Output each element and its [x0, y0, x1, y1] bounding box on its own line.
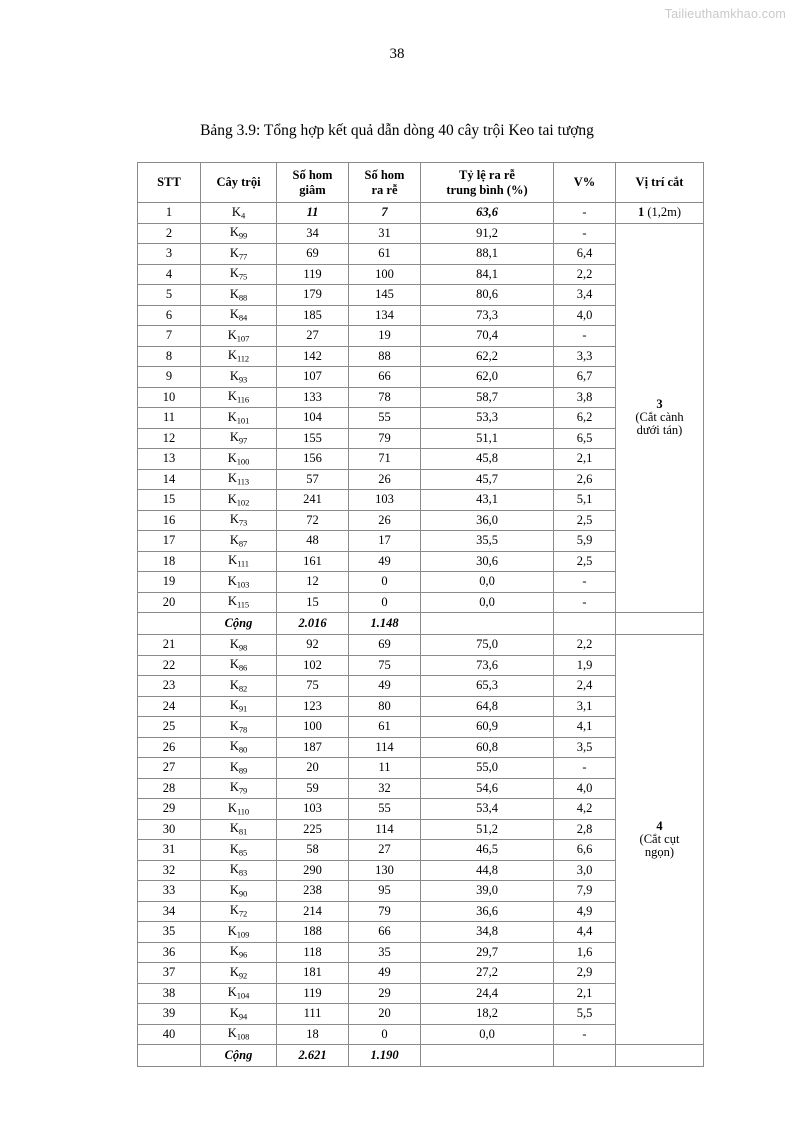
cell-so-hom-giam: 119: [277, 264, 349, 285]
cell-so-hom-giam: 181: [277, 963, 349, 984]
cell-so-hom-ra-re: 114: [349, 737, 421, 758]
vi-tri-note-line1: (Cắt cành: [635, 410, 684, 425]
cell-so-hom-giam: 214: [277, 901, 349, 922]
results-table: [137, 162, 704, 1067]
cell-so-hom-ra-re: 79: [349, 901, 421, 922]
col-header-so-hom-giam-line1: Số hom: [292, 167, 333, 182]
cell-so-hom-giam: 75: [277, 676, 349, 697]
cell-so-hom-giam: 27: [277, 326, 349, 347]
cell-cay-troi: $K_{90}$: [201, 881, 277, 902]
cell-cay-troi: $K_{73}$: [201, 510, 277, 531]
cell-so-hom-giam: 123: [277, 696, 349, 717]
cell-cay-troi: $K_{113}$: [201, 469, 277, 490]
cell-stt: 31: [138, 840, 201, 861]
vi-tri-number: 1: [637, 205, 645, 220]
cell-stt: 8: [138, 346, 201, 367]
cell-so-hom-ra-re: 100: [349, 264, 421, 285]
cell-v-percent: 3,4: [554, 285, 616, 306]
cell-so-hom-giam: 92: [277, 635, 349, 656]
cell-ty-le: 63,6: [421, 203, 554, 224]
cell-ty-le: 39,0: [421, 881, 554, 902]
cell-stt: 10: [138, 387, 201, 408]
cell-stt: 29: [138, 799, 201, 820]
cell-so-hom-giam: 11: [277, 203, 349, 224]
cell-v-percent: 5,5: [554, 1004, 616, 1025]
cell-ty-le: 70,4: [421, 326, 554, 347]
table-row: [138, 223, 704, 244]
table-container: [137, 162, 703, 1067]
cell-so-hom-giam: 119: [277, 983, 349, 1004]
cell-cay-troi: $K_{97}$: [201, 428, 277, 449]
cell-cay-troi: $K_{77}$: [201, 244, 277, 265]
cell-cay-troi: $K_{79}$: [201, 778, 277, 799]
cell-stt: 32: [138, 860, 201, 881]
cell-so-hom-ra-re: 130: [349, 860, 421, 881]
cell-v-percent: 6,5: [554, 428, 616, 449]
cell-so-hom-giam: 238: [277, 881, 349, 902]
col-header-so-hom-ra-re-line2: ra rễ: [371, 182, 398, 197]
cell-so-hom-ra-re: 66: [349, 922, 421, 943]
cell-so-hom-ra-re: 78: [349, 387, 421, 408]
cell-ty-le: 58,7: [421, 387, 554, 408]
cell-ty-le: 18,2: [421, 1004, 554, 1025]
cell-total-label: Cộng: [201, 1045, 277, 1067]
cell-ty-le: 60,8: [421, 737, 554, 758]
col-header-ty-le-line1: Tỷ lệ ra rễ: [459, 167, 515, 182]
cell-so-hom-ra-re: 11: [349, 758, 421, 779]
cell-so-hom-giam: 72: [277, 510, 349, 531]
table-body: [138, 203, 704, 1067]
cell-v-percent: 2,5: [554, 510, 616, 531]
cell-ty-le: 65,3: [421, 676, 554, 697]
cell-so-hom-ra-re: 80: [349, 696, 421, 717]
cell-so-hom-ra-re: 49: [349, 551, 421, 572]
cell-cay-troi: $K_{96}$: [201, 942, 277, 963]
cell-stt: 24: [138, 696, 201, 717]
cell-so-hom-giam: 185: [277, 305, 349, 326]
cell-total-so-hom-ra-re: 1.148: [349, 613, 421, 635]
cell-cay-troi: $K_{110}$: [201, 799, 277, 820]
cell-ty-le: 88,1: [421, 244, 554, 265]
cell-vi-tri-cat: [616, 223, 704, 613]
cell-so-hom-giam: 15: [277, 592, 349, 613]
cell-stt: [138, 613, 201, 635]
cell-cay-troi: $K_{103}$: [201, 572, 277, 593]
cell-v-percent: 4,2: [554, 799, 616, 820]
cell-cay-troi: $K_{111}$: [201, 551, 277, 572]
cell-ty-le: 0,0: [421, 572, 554, 593]
cell-stt: 40: [138, 1024, 201, 1045]
cell-ty-le: 91,2: [421, 223, 554, 244]
cell-v-percent: 1,9: [554, 655, 616, 676]
cell-cay-troi: $K_{104}$: [201, 983, 277, 1004]
cell-v-percent: [554, 1045, 616, 1067]
col-header-so-hom-ra-re: [349, 163, 421, 203]
cell-stt: 11: [138, 408, 201, 429]
cell-v-percent: 4,9: [554, 901, 616, 922]
cell-stt: 25: [138, 717, 201, 738]
cell-vi-tri-cat: [616, 613, 704, 635]
cell-cay-troi: $K_{93}$: [201, 367, 277, 388]
cell-v-percent: 7,9: [554, 881, 616, 902]
vi-tri-note: (1,2m): [644, 205, 682, 220]
cell-so-hom-ra-re: 103: [349, 490, 421, 511]
cell-cay-troi: $K_{116}$: [201, 387, 277, 408]
cell-ty-le: 30,6: [421, 551, 554, 572]
header-row: [138, 163, 704, 203]
cell-stt: 14: [138, 469, 201, 490]
cell-stt: 13: [138, 449, 201, 470]
cell-cay-troi: $K_{84}$: [201, 305, 277, 326]
cell-v-percent: 6,4: [554, 244, 616, 265]
cell-cay-troi: $K_{101}$: [201, 408, 277, 429]
cell-so-hom-ra-re: 35: [349, 942, 421, 963]
cell-v-percent: -: [554, 203, 616, 224]
cell-so-hom-ra-re: 66: [349, 367, 421, 388]
cell-total-so-hom-giam: 2.016: [277, 613, 349, 635]
cell-v-percent: 2,9: [554, 963, 616, 984]
vi-tri-note-line1: (Cắt cụt: [639, 831, 680, 846]
col-header-so-hom-ra-re-line1: Số hom: [364, 167, 405, 182]
cell-ty-le: 62,0: [421, 367, 554, 388]
cell-ty-le: 35,5: [421, 531, 554, 552]
cell-ty-le: 46,5: [421, 840, 554, 861]
cell-total-so-hom-ra-re: 1.190: [349, 1045, 421, 1067]
cell-stt: 30: [138, 819, 201, 840]
cell-stt: 19: [138, 572, 201, 593]
cell-so-hom-ra-re: 61: [349, 717, 421, 738]
cell-so-hom-giam: 104: [277, 408, 349, 429]
cell-so-hom-giam: 133: [277, 387, 349, 408]
cell-v-percent: 1,6: [554, 942, 616, 963]
cell-ty-le: 36,0: [421, 510, 554, 531]
cell-stt: 12: [138, 428, 201, 449]
cell-ty-le: 51,1: [421, 428, 554, 449]
cell-v-percent: 2,8: [554, 819, 616, 840]
cell-ty-le: 54,6: [421, 778, 554, 799]
cell-so-hom-ra-re: 32: [349, 778, 421, 799]
cell-so-hom-ra-re: 134: [349, 305, 421, 326]
cell-stt: 21: [138, 635, 201, 656]
cell-so-hom-ra-re: 0: [349, 572, 421, 593]
cell-ty-le: 0,0: [421, 592, 554, 613]
page-number: 38: [389, 46, 405, 62]
cell-ty-le: 36,6: [421, 901, 554, 922]
cell-v-percent: 3,1: [554, 696, 616, 717]
cell-so-hom-giam: 59: [277, 778, 349, 799]
cell-v-percent: [554, 613, 616, 635]
cell-stt: 16: [138, 510, 201, 531]
cell-v-percent: -: [554, 758, 616, 779]
cell-stt: 3: [138, 244, 201, 265]
cell-total-label: Cộng: [201, 613, 277, 635]
cell-so-hom-ra-re: 0: [349, 592, 421, 613]
cell-stt: 7: [138, 326, 201, 347]
cell-so-hom-ra-re: 7: [349, 203, 421, 224]
cell-stt: 35: [138, 922, 201, 943]
cell-cay-troi: $K_{94}$: [201, 1004, 277, 1025]
cell-cay-troi: $K_{102}$: [201, 490, 277, 511]
cell-so-hom-giam: 290: [277, 860, 349, 881]
cell-v-percent: 5,9: [554, 531, 616, 552]
cell-ty-le: 27,2: [421, 963, 554, 984]
cell-cay-troi: $K_{89}$: [201, 758, 277, 779]
cell-cay-troi: $K_{107}$: [201, 326, 277, 347]
cell-ty-le: [421, 613, 554, 635]
cell-vi-tri-cat: [616, 1045, 704, 1067]
cell-cay-troi: $K_{78}$: [201, 717, 277, 738]
cell-ty-le: 45,8: [421, 449, 554, 470]
cell-v-percent: 3,3: [554, 346, 616, 367]
cell-stt: 39: [138, 1004, 201, 1025]
cell-ty-le: 0,0: [421, 1024, 554, 1045]
cell-stt: 22: [138, 655, 201, 676]
cell-so-hom-giam: 102: [277, 655, 349, 676]
col-header-stt: STT: [138, 163, 201, 203]
cell-so-hom-giam: 179: [277, 285, 349, 306]
cell-ty-le: 44,8: [421, 860, 554, 881]
cell-cay-troi: $K_{83}$: [201, 860, 277, 881]
cell-so-hom-ra-re: 19: [349, 326, 421, 347]
cell-so-hom-ra-re: 17: [349, 531, 421, 552]
cell-cay-troi: $K_{109}$: [201, 922, 277, 943]
table-row: [138, 635, 704, 656]
cell-ty-le: 24,4: [421, 983, 554, 1004]
cell-stt: 18: [138, 551, 201, 572]
col-header-vi-tri-cat: Vị trí cắt: [616, 163, 704, 203]
cell-so-hom-ra-re: 26: [349, 510, 421, 531]
cell-so-hom-giam: 100: [277, 717, 349, 738]
cell-cay-troi: $K_{88}$: [201, 285, 277, 306]
cell-v-percent: 5,1: [554, 490, 616, 511]
cell-so-hom-giam: 241: [277, 490, 349, 511]
cell-so-hom-ra-re: 114: [349, 819, 421, 840]
cell-cay-troi: $K_{81}$: [201, 819, 277, 840]
cell-v-percent: 2,6: [554, 469, 616, 490]
cell-v-percent: 4,4: [554, 922, 616, 943]
cell-cay-troi: $K_{100}$: [201, 449, 277, 470]
cell-v-percent: -: [554, 572, 616, 593]
table-row: [138, 203, 704, 224]
cell-v-percent: -: [554, 592, 616, 613]
cell-so-hom-ra-re: 26: [349, 469, 421, 490]
cell-stt: 33: [138, 881, 201, 902]
cell-stt: 37: [138, 963, 201, 984]
cell-cay-troi: $K_{92}$: [201, 963, 277, 984]
cell-ty-le: 62,2: [421, 346, 554, 367]
vi-tri-number: 4: [656, 818, 663, 833]
cell-stt: 6: [138, 305, 201, 326]
cell-stt: 34: [138, 901, 201, 922]
cell-so-hom-ra-re: 0: [349, 1024, 421, 1045]
table-header: [138, 163, 704, 203]
cell-ty-le: 29,7: [421, 942, 554, 963]
cell-stt: 5: [138, 285, 201, 306]
cell-v-percent: 2,1: [554, 449, 616, 470]
cell-v-percent: 2,4: [554, 676, 616, 697]
vi-tri-number: 3: [656, 397, 663, 412]
cell-so-hom-giam: 225: [277, 819, 349, 840]
cell-v-percent: 6,7: [554, 367, 616, 388]
cell-so-hom-giam: 161: [277, 551, 349, 572]
cell-stt: 20: [138, 592, 201, 613]
cell-cay-troi: $K_{112}$: [201, 346, 277, 367]
cell-cay-troi: $K_{115}$: [201, 592, 277, 613]
cell-so-hom-ra-re: 71: [349, 449, 421, 470]
cell-total-so-hom-giam: 2.621: [277, 1045, 349, 1067]
cell-v-percent: 6,2: [554, 408, 616, 429]
cell-cay-troi: $K_{99}$: [201, 223, 277, 244]
cell-so-hom-ra-re: 20: [349, 1004, 421, 1025]
cell-v-percent: -: [554, 223, 616, 244]
cell-so-hom-giam: 142: [277, 346, 349, 367]
cell-stt: 23: [138, 676, 201, 697]
cell-v-percent: -: [554, 326, 616, 347]
cell-cay-troi: $K_{85}$: [201, 840, 277, 861]
cell-v-percent: 2,2: [554, 264, 616, 285]
cell-vi-tri-cat: [616, 635, 704, 1045]
cell-so-hom-giam: 187: [277, 737, 349, 758]
cell-cay-troi: $K_{75}$: [201, 264, 277, 285]
cell-v-percent: 4,0: [554, 778, 616, 799]
cell-cay-troi: $K_{80}$: [201, 737, 277, 758]
cell-ty-le: [421, 1045, 554, 1067]
cell-cay-troi: $K_{98}$: [201, 635, 277, 656]
cell-ty-le: 53,3: [421, 408, 554, 429]
cell-v-percent: 3,0: [554, 860, 616, 881]
cell-so-hom-giam: 111: [277, 1004, 349, 1025]
cell-so-hom-ra-re: 49: [349, 676, 421, 697]
cell-so-hom-ra-re: 69: [349, 635, 421, 656]
cell-ty-le: 43,1: [421, 490, 554, 511]
cell-v-percent: 4,0: [554, 305, 616, 326]
cell-ty-le: 64,8: [421, 696, 554, 717]
cell-so-hom-ra-re: 27: [349, 840, 421, 861]
cell-so-hom-ra-re: 31: [349, 223, 421, 244]
cell-stt: 26: [138, 737, 201, 758]
cell-stt: 9: [138, 367, 201, 388]
cell-so-hom-giam: 155: [277, 428, 349, 449]
col-header-so-hom-giam: [277, 163, 349, 203]
cell-cay-troi: $K_4$: [201, 203, 277, 224]
cell-so-hom-giam: 58: [277, 840, 349, 861]
cell-ty-le: 55,0: [421, 758, 554, 779]
cell-v-percent: 3,8: [554, 387, 616, 408]
cell-so-hom-ra-re: 88: [349, 346, 421, 367]
table-title: Bảng 3.9: Tổng hợp kết quả dẫn dòng 40 cây trội Keo tai tượng: [200, 122, 594, 139]
cell-stt: 28: [138, 778, 201, 799]
cell-so-hom-ra-re: 145: [349, 285, 421, 306]
col-header-ty-le-line2: trung bình (%): [446, 182, 528, 197]
cell-cay-troi: $K_{82}$: [201, 676, 277, 697]
cell-so-hom-ra-re: 55: [349, 799, 421, 820]
cell-ty-le: 75,0: [421, 635, 554, 656]
cell-ty-le: 53,4: [421, 799, 554, 820]
cell-so-hom-giam: 57: [277, 469, 349, 490]
cell-ty-le: 73,3: [421, 305, 554, 326]
cell-v-percent: 3,5: [554, 737, 616, 758]
cell-ty-le: 84,1: [421, 264, 554, 285]
cell-cay-troi: $K_{91}$: [201, 696, 277, 717]
cell-ty-le: 51,2: [421, 819, 554, 840]
cell-so-hom-giam: 188: [277, 922, 349, 943]
cell-so-hom-giam: 48: [277, 531, 349, 552]
cell-so-hom-ra-re: 75: [349, 655, 421, 676]
cell-stt: 17: [138, 531, 201, 552]
cell-v-percent: -: [554, 1024, 616, 1045]
cell-so-hom-giam: 103: [277, 799, 349, 820]
cell-ty-le: 45,7: [421, 469, 554, 490]
cell-cay-troi: $K_{108}$: [201, 1024, 277, 1045]
cell-stt: 38: [138, 983, 201, 1004]
cell-cay-troi: $K_{87}$: [201, 531, 277, 552]
cell-so-hom-giam: 18: [277, 1024, 349, 1045]
site-watermark: Tailieuthamkhao.com: [664, 7, 786, 21]
cell-stt: 2: [138, 223, 201, 244]
cell-stt: 1: [138, 203, 201, 224]
cell-so-hom-giam: 156: [277, 449, 349, 470]
vi-tri-note-line2: ngọn): [644, 845, 675, 860]
cell-stt: 4: [138, 264, 201, 285]
cell-v-percent: 4,1: [554, 717, 616, 738]
cell-so-hom-ra-re: 79: [349, 428, 421, 449]
cell-so-hom-ra-re: 49: [349, 963, 421, 984]
cell-stt: 36: [138, 942, 201, 963]
cell-vi-tri-cat: [616, 203, 704, 224]
cell-so-hom-ra-re: 61: [349, 244, 421, 265]
cell-cay-troi: $K_{72}$: [201, 901, 277, 922]
cell-ty-le: 80,6: [421, 285, 554, 306]
cell-so-hom-giam: 107: [277, 367, 349, 388]
cell-ty-le: 73,6: [421, 655, 554, 676]
cell-so-hom-giam: 20: [277, 758, 349, 779]
cell-so-hom-giam: 12: [277, 572, 349, 593]
cell-v-percent: 2,5: [554, 551, 616, 572]
cell-so-hom-ra-re: 55: [349, 408, 421, 429]
cell-v-percent: 2,2: [554, 635, 616, 656]
col-header-cay-troi: Cây trội: [201, 163, 277, 203]
cell-v-percent: 6,6: [554, 840, 616, 861]
col-header-v-percent: V%: [554, 163, 616, 203]
col-header-so-hom-giam-line2: giâm: [299, 182, 326, 197]
cell-stt: 27: [138, 758, 201, 779]
cell-stt: [138, 1045, 201, 1067]
cell-so-hom-giam: 34: [277, 223, 349, 244]
cell-ty-le: 34,8: [421, 922, 554, 943]
table-total-row: [138, 1045, 704, 1067]
cell-stt: 15: [138, 490, 201, 511]
table-total-row: [138, 613, 704, 635]
cell-v-percent: 2,1: [554, 983, 616, 1004]
cell-ty-le: 60,9: [421, 717, 554, 738]
cell-so-hom-ra-re: 29: [349, 983, 421, 1004]
col-header-ty-le: [421, 163, 554, 203]
cell-so-hom-giam: 118: [277, 942, 349, 963]
cell-cay-troi: $K_{86}$: [201, 655, 277, 676]
cell-so-hom-giam: 69: [277, 244, 349, 265]
cell-so-hom-ra-re: 95: [349, 881, 421, 902]
vi-tri-note-line2: dưới tán): [636, 423, 683, 438]
